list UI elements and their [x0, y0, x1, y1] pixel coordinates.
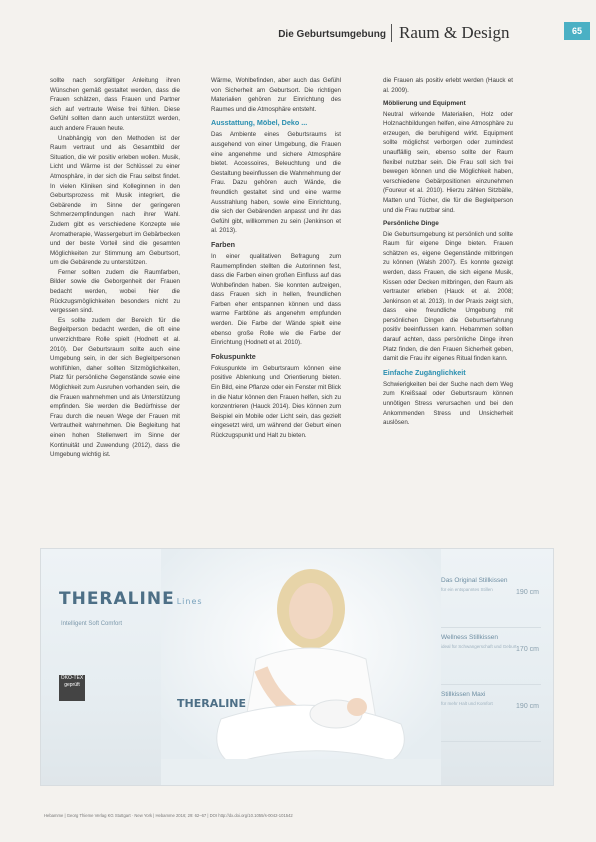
paragraph: In einer qualitativen Befragung zum Raumempfinden stellten die Autorinnen fest, dass die Farben einen großen Einfluss auf das Wohlbefinden haben. Sie konnten aufzeigen, dass Frauen sich in hellen, freundlichen Farben eher entspannen können und dass warme Farbtöne als angenehm empfunden werden. Die Farbe der Wände spielt eine ebenso große Rolle wie die Farbe der Einrichtung (Hodnett et al. 2010). [211, 252, 341, 347]
paragraph: Schwierigkeiten bei der Suche nach dem Weg zum Kreißsaal oder Geburtsraum können unnötigen Stress verursachen und bei den Ankommenden Stress und Unsicherheit auslösen. [383, 380, 513, 427]
paragraph: Wärme, Wohlbefinden, aber auch das Gefühl von Sicherheit am Geburtsort. Die richtigen Materialien gehören zur Einrichtung des Raumes und die Atmosphäre entsteht. [211, 77, 341, 113]
ad-product-size: 170 cm [516, 646, 539, 653]
ad-product-item [441, 628, 541, 685]
ad-photo-mother-baby [161, 549, 441, 785]
ad-product-name: Das Original Stillkissen [441, 577, 508, 584]
section-heading: Fokuspunkte [211, 351, 256, 361]
page-number-badge: 65 [564, 22, 590, 40]
ad-product-size: 190 cm [516, 703, 539, 710]
text-column-3 [383, 76, 513, 536]
paragraph: Ferner sollten zudem die Raumfarben, Bilder sowie die Geborgenheit der Frauen bedacht werden, wobei hier die Rückzugsmöglichkeiten besonders nicht zu vergessen sind. [50, 268, 180, 315]
page-footer: Hebamme | Georg Thieme Verlag KG Stuttgart · New York | Hebamme 2016; 29: 62–67 | DOI http://dx.doi.org/10.1055/s-0042-101542 [44, 813, 293, 818]
ad-product-size: 190 cm [516, 589, 539, 596]
paragraph: Fokuspunkte im Geburtsraum können eine positive Ablenkung und Orientierung bieten. Ein Bild, eine Pflanze oder ein Fenster mit Blick in die Natur können den Frauen helfen, sich zu konzentrieren (Hauck 2014). Dies können zum Beispiel ein Mobile oder Licht sein, das gezielt eingesetzt wird, um während der Geburt einen Rückzugspunkt und Halt zu bieten. [211, 364, 341, 439]
ad-brand-suffix: Lines [176, 597, 203, 606]
subsection-heading: Persönliche Dinge [383, 220, 439, 228]
running-header [0, 22, 596, 44]
header-title: Raum & Design [399, 23, 510, 42]
ad-brand-logo [59, 589, 203, 615]
ad-product-desc: für mehr Halt und Komfort [441, 701, 493, 706]
subsection-heading: Möblierung und Equipment [383, 100, 466, 108]
paragraph: die Frauen als positiv erlebt werden (Hauck et al. 2009). [383, 77, 513, 94]
text-column-2 [211, 76, 341, 542]
advertisement [40, 548, 554, 786]
section-heading: Ausstattung, Möbel, Deko ... [211, 118, 308, 128]
paragraph: Neutral wirkende Materialien, Holz oder Holznachbildungen helfen, eine Atmosphäre zu erzeugen, die beruhigend wirkt. Equipment sollte möglichst verborgen oder zumindest unauffällig sein, ebenso sollte der Raum flexibel nutzbar sein. Die Frau soll sich frei bewegen können und die Möglichkeit haben, verschiedene Gebärpositionen einzunehmen (Foureur et al. 2010). Hierzu zählen Sitzbälle, Matten und Tücher, die für die Begleitperson und die Frau nutzbar sind. [383, 110, 513, 214]
ad-brand-name: THERALINE [59, 589, 175, 609]
paragraph: Das Ambiente eines Geburtsraums ist ausgehend von einer Umgebung, die Frauen eine angenehme und sichere Atmosphäre bietet. Accessoires, Beleuchtung und die Gestaltung beeinflussen die Wahrnehmung der Frau. Dazu gehören auch Wände, die freundlich gestaltet sind und eine warme Ausstrahlung haben, sowie eine Einrichtung, die sich der Gebärenden anpasst und ihr das Gefühl gibt, willkommen zu sein (Jenkinson et al. 2013). [211, 131, 341, 235]
paragraph: Unabhängig von den Methoden ist der Raum vertraut und als Gesamtbild der Situation, die wir positiv erleben wollen. Musik, Licht und Wärme ist der Schlüssel zu einer Atmosphäre, in der sich die Frau selbst findet. In vielen Kliniken sind Kolleginnen in den Geburtsprozess mit Musik integriert, die Gebärende im Sinne der geringeren Schmerzempfindungen nach ihrer Wahl. Zudem gibt es verschiedene Konzepte wie Aromatherapie, Wassergeburt im Gebärbecken und der beste Vorteil sind die gesamten Möglichkeiten zur Stimmung am Geburtsort, um die Gebärende zu unterstützen. [50, 134, 180, 267]
paragraph: sollte nach sorgfältiger Anleitung ihren Wünschen gemäß gestaltet werden, dass die Frauen schätzen, dass Frauen und Partner sich auf vertraute Weise frei fühlen. Diese Gefühl sollten dann auch unterstützt werden, auch andere Frauen heute. [50, 77, 180, 132]
section-heading: Einfache Zugänglichkeit [383, 367, 466, 377]
header-divider [391, 24, 392, 42]
ad-product-name: Wellness Stillkissen [441, 634, 498, 641]
ad-product-list [441, 571, 541, 742]
header-section-label: Die Geburtsumgebung [278, 29, 386, 40]
ad-product-desc: ideal für Schwangerschaft und Geburt [441, 644, 517, 649]
ad-product-brand: THERALINE [177, 697, 247, 710]
ad-slogan: Intelligent Soft Comfort [61, 621, 123, 627]
section-heading: Farben [211, 239, 235, 249]
ad-product-name: Stillkissen Maxi [441, 691, 486, 698]
ad-product-item [441, 571, 541, 628]
paragraph: Die Geburtsumgebung ist persönlich und sollte Raum für eigene Dinge bieten. Frauen schätzen es, eigene Gegenstände mitbringen zu können (Walsh 2007). Es konnte gezeigt werden, dass Frauen, die sich eigene Musik, Kissen oder Decken mitbringen, den Raum als vertrauter erleben (Hauck et al. 2008; Jenkinson et al. 2013). In der Praxis zeigt sich, dass eine freundliche Umgebung mit persönlichen Dingen die Geburtserfahrung positiv beeinflussen kann. Hebammen sollten darauf achten, dass persönliche Dinge ihren Platz finden, die den Frauen Sicherheit geben, damit die Frau ihr eigenes Ritual finden kann. [383, 230, 513, 363]
ad-certification-badge: ÖKO-TEX geprüft [59, 675, 85, 701]
ad-product-item [441, 685, 541, 742]
paragraph: Es sollte zudem der Bereich für die Begleitperson bedacht werden, die oft eine unverzichtbare Rolle spielt (Hodnett et al. 2010). Der Geburtsraum sollte auch eine Umgebung sein, in der sich Begleitpersonen wohlfühlen, daher sollten Sitzmöglichkeiten, Platz für persönliche Gegenstände sowie eine Möglichkeit zum Ausruhen vorhanden sein, die die Frauen wahrnehmen und als Unterstützung empfinden. Sie werden die Bedürfnisse der Frau durch die neuen Wege der Frauen mit Vertrautheit wahrnehmen. Die Begleitung hat einen hohen Stellenwert im Sinne der Kontinuität und Zuwendung (2012), dass die Umgebung wichtig ist. [50, 316, 180, 459]
text-column-1 [50, 76, 180, 546]
ad-product-desc: für ein entspanntes Stillen [441, 587, 493, 592]
